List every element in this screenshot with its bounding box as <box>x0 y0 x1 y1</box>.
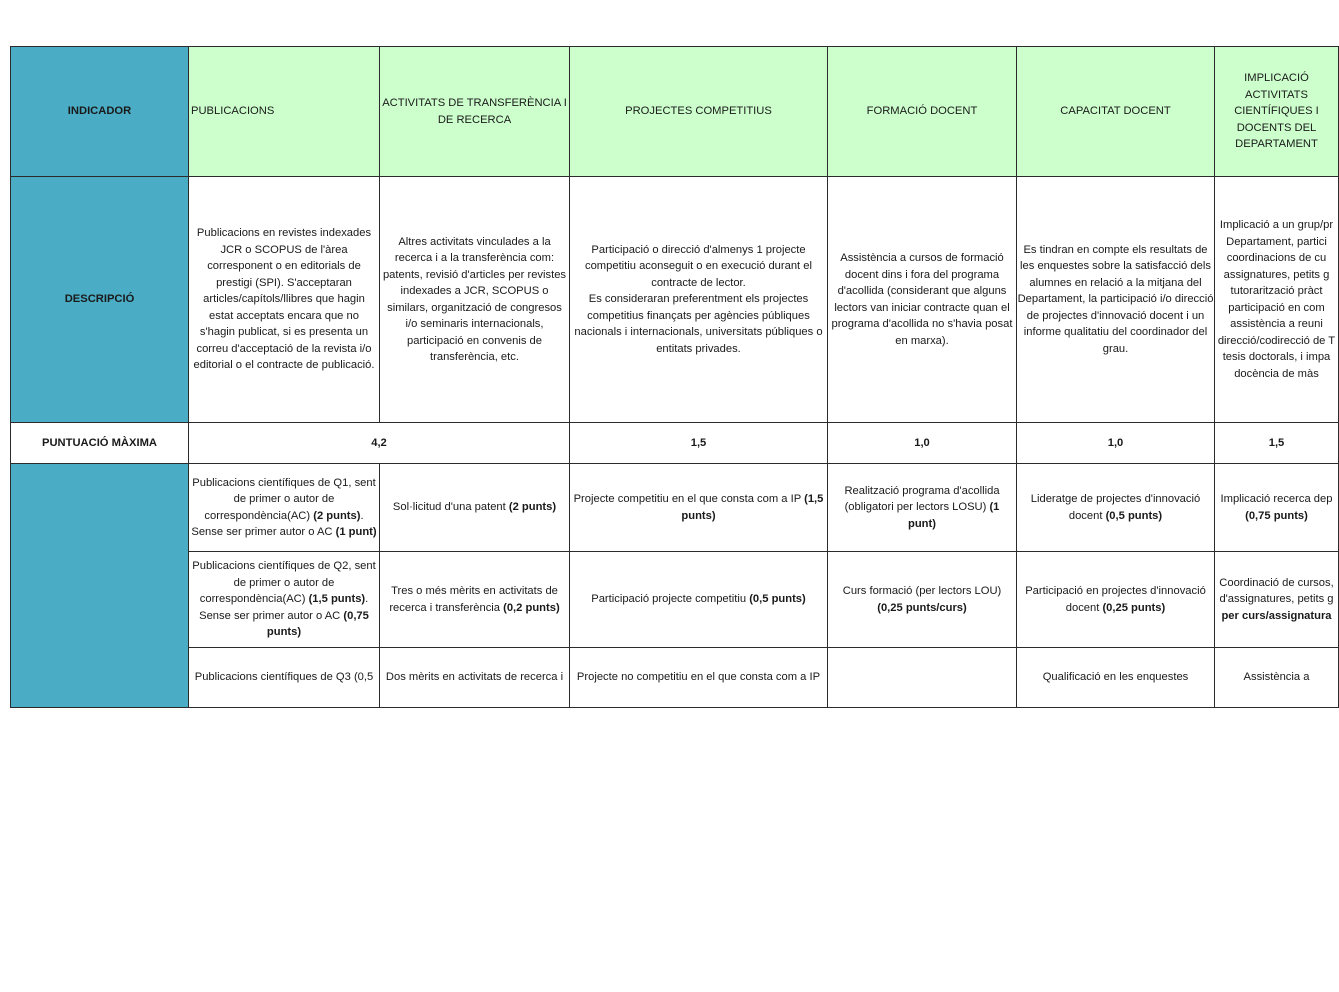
criteria-bold: (2 punts) <box>508 501 557 514</box>
criteria-cell <box>1017 552 1215 648</box>
criteria-text: Participació projecte competitiu <box>591 593 750 606</box>
criteria-text: Publicacions científiques de Q1, sent de primer o autor de correspondència(AC) <box>192 476 376 522</box>
criteria-tail: . Sense ser primer autor o AC <box>199 593 369 622</box>
criteria-bold2: (0,75 punts) <box>266 609 369 639</box>
criteria-cell <box>1215 552 1339 648</box>
criteria-bold: (0,5 punts) <box>749 593 806 606</box>
criteria-text: Assistència a <box>1243 671 1310 684</box>
description-projectes: Participació o direcció d'almenys 1 projecte competitiu aconseguit o en execució durant el contracte de lector. Es consideraran preferentment els projectes competitius finançats per agències públiques nacionals i internacionals, universitats públiques o entitats privades. <box>570 177 828 423</box>
criteria-bold: (0,25 punts) <box>1102 601 1166 614</box>
criteria-bold: (0,75 punts) <box>1245 509 1308 522</box>
criteria-cell <box>570 464 828 552</box>
criteria-bold: (1 punt) <box>908 501 1000 530</box>
max-score-capacitat: 1,0 <box>1017 423 1215 464</box>
description-publicacions: Publicacions en revistes indexades JCR o SCOPUS de l'àrea corresponent o en editorials de prestigi (SPI). S'acceptaran articles/capítols/llibres que hagin estat acceptats encara que no s'hagin publicat, si es presenta un correu d'acceptació de la revista i/o editorial o el contracte de publicació. <box>189 177 380 423</box>
criteria-bold: (0,2 punts) <box>503 601 560 614</box>
criteria-cell <box>380 464 570 552</box>
header-projectes-competitius: PROJECTES COMPETITIUS <box>570 47 828 177</box>
criteria-text: Dos mèrits en activitats de recerca i <box>385 671 564 684</box>
header-formacio-docent: FORMACIÓ DOCENT <box>828 47 1017 177</box>
criteria-text: Lideratge de projectes d'innovació docent <box>1030 493 1201 522</box>
criteria-bold: (1,5 punts) <box>681 493 824 522</box>
criteria-row-3 <box>11 648 1339 708</box>
criteria-tail: . Sense ser primer autor o AC <box>191 509 364 538</box>
max-score-implicacio: 1,5 <box>1215 423 1339 464</box>
criteria-cell <box>1017 648 1215 708</box>
criteria-cell <box>1215 648 1339 708</box>
criteria-cell <box>828 552 1017 648</box>
criteria-text: Qualificació en les enquestes <box>1042 671 1189 684</box>
description-formacio: Assistència a cursos de formació docent dins i fora del programa d'acollida (considerant que alguns lectors van iniciar contracte quan el programa d'acollida no s'havia posat en marxa). <box>828 177 1017 423</box>
criteria-cell <box>189 552 380 648</box>
criteria-row-2 <box>11 552 1339 648</box>
evaluation-criteria-table <box>10 46 1339 708</box>
criteria-text: Coordinació de cursos, d'assignatures, petits g <box>1219 576 1334 606</box>
criteria-cell <box>189 648 380 708</box>
criteria-bold2: (1 punt) <box>335 526 377 538</box>
indicator-label: INDICADOR <box>11 47 189 177</box>
max-score-projectes: 1,5 <box>570 423 828 464</box>
criteria-cell <box>828 464 1017 552</box>
description-implicacio: Implicació a un grup/pr Departament, partici coordinacions de cu assignatures, petits g tutorarització pràct participació en com assistència a reuni direcció/codirecció de T tesis doctorals, i impa docència de màs <box>1215 177 1339 423</box>
spreadsheet-table-container <box>10 46 1338 684</box>
criteria-cell <box>380 552 570 648</box>
criteria-cell <box>828 648 1017 708</box>
criteria-cell <box>570 552 828 648</box>
criteria-text: Realització programa d'acollida (obligatori per lectors LOSU) <box>844 484 1000 514</box>
criteria-row-1 <box>11 464 1339 552</box>
criteria-text: Publicacions científiques de Q2, sent de primer o autor de correspondència(AC) <box>192 560 376 606</box>
header-activitats-transferencia: ACTIVITATS DE TRANSFERÈNCIA I DE RECERCA <box>380 47 570 177</box>
criteria-side-cell <box>11 464 189 708</box>
max-score-formacio: 1,0 <box>828 423 1017 464</box>
criteria-text: Publicacions científiques de Q3 (0,5 <box>194 671 374 684</box>
criteria-text: Participació en projectes d'innovació docent <box>1025 585 1206 614</box>
criteria-cell <box>570 648 828 708</box>
criteria-cell <box>1215 464 1339 552</box>
criteria-cell <box>189 464 380 552</box>
header-publicacions: PUBLICACIONS <box>189 47 380 177</box>
criteria-bold: (1,5 punts) <box>308 593 366 606</box>
criteria-text: Projecte competitiu en el que consta com a IP <box>573 493 805 505</box>
description-capacitat: Es tindran en compte els resultats de les enquestes sobre la satisfacció dels alumnes en relació a la mitjana del Departament, la participació i/o direcció de projectes d'innovació docent i un informe qualitatiu del coordinador del grau. <box>1017 177 1215 423</box>
max-score-publicacions-activitats: 4,2 <box>189 423 570 464</box>
header-capacitat-docent: CAPACITAT DOCENT <box>1017 47 1215 177</box>
criteria-text: Sol·licitud d'una patent <box>392 501 509 514</box>
criteria-text: Curs formació (per lectors LOU) <box>842 585 1002 597</box>
description-label: DESCRIPCIÓ <box>11 177 189 423</box>
indicator-row <box>11 47 1339 177</box>
criteria-bold: (0,5 punts) <box>1105 509 1163 522</box>
criteria-text: Implicació recerca dep <box>1220 493 1333 505</box>
max-score-label: PUNTUACIÓ MÀXIMA <box>11 423 189 464</box>
criteria-bold: (2 punts) <box>313 509 361 522</box>
criteria-text: Projecte no competitiu en el que consta com a IP <box>576 671 821 684</box>
header-implicacio-activitats: IMPLICACIÓ ACTIVITATS CIENTÍFIQUES I DOCENTS DEL DEPARTAMENT <box>1215 47 1339 177</box>
description-activitats: Altres activitats vinculades a la recerca i a la transferència com: patents, revisió d'articles per revistes indexades a JCR, SCOPUS o similars, organització de congresos i/o seminaris internacionals, participació en convenis de transferència, etc. <box>380 177 570 423</box>
criteria-bold: per curs/assignatura <box>1221 609 1332 622</box>
max-score-row <box>11 423 1339 464</box>
criteria-bold: (0,25 punts/curs) <box>877 601 967 614</box>
criteria-cell <box>380 648 570 708</box>
description-row <box>11 177 1339 423</box>
criteria-cell <box>1017 464 1215 552</box>
criteria-text: Tres o més mèrits en activitats de recerca i transferència <box>389 585 558 614</box>
